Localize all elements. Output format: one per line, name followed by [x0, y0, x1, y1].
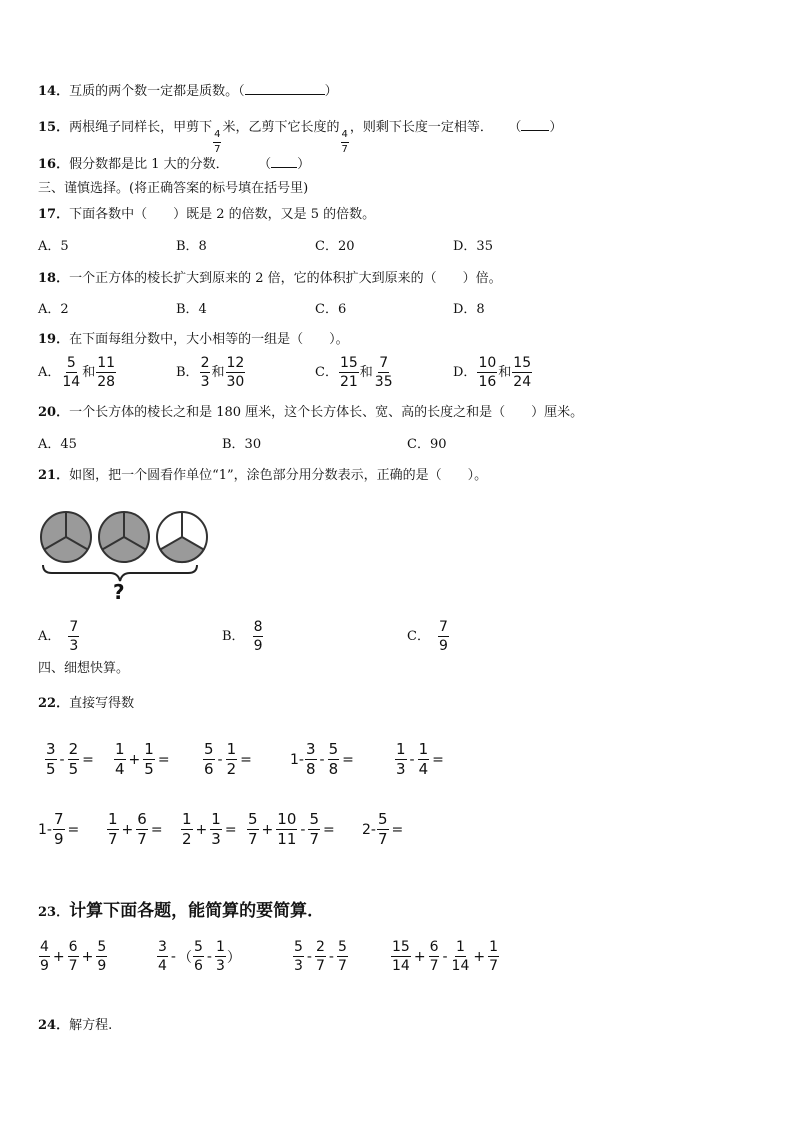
- operator: -: [217, 751, 223, 768]
- fraction: $\frac{2}{7}$: [315, 939, 325, 974]
- question-number: 21．: [38, 468, 70, 483]
- operator: +: [121, 821, 134, 838]
- circles-figure-svg: [38, 505, 218, 605]
- question-number: 18．: [38, 271, 70, 286]
- fraction: $\frac{5}{8}$: [328, 740, 339, 778]
- operator: -: [170, 948, 176, 965]
- equals-sign: =: [391, 821, 404, 838]
- option-a[interactable]: A．5: [38, 239, 69, 254]
- question-number: 14．: [38, 84, 70, 99]
- option-b[interactable]: [176, 356, 246, 389]
- option-d[interactable]: D．8: [453, 302, 485, 317]
- fraction: $\frac{15}{14}$: [392, 939, 410, 974]
- fraction: $\frac{5}{7}$: [309, 810, 319, 848]
- answer-blank[interactable]: [245, 82, 325, 95]
- expression: [113, 742, 172, 777]
- operator: +: [128, 751, 141, 768]
- option-a[interactable]: [38, 620, 80, 653]
- equals-sign: =: [224, 821, 237, 838]
- equals-sign: =: [432, 751, 444, 768]
- question-text: 一个长方体的棱长之和是 180 厘米，这个长方体长、宽、高的长度之和是（ ）厘米。: [69, 405, 584, 420]
- question-text: 两根绳子同样长，甲剪下: [69, 120, 213, 135]
- circle-2-fully-shaded: [99, 512, 149, 562]
- equals-sign: =: [82, 751, 94, 768]
- fraction: $\frac{5}{7}$: [337, 939, 347, 974]
- option-b[interactable]: B．30: [222, 437, 262, 452]
- fraction: $\frac{1}{5}$: [144, 740, 154, 778]
- question-text: 米，乙剪下它长度的: [222, 120, 340, 135]
- question-text: 计算下面各题，能简算的要简算．: [69, 901, 325, 921]
- question-number: 17．: [38, 207, 70, 222]
- fraction: $\frac{4}{9}$: [40, 939, 49, 974]
- question-number: 15．: [38, 120, 70, 135]
- question-17: [38, 206, 375, 224]
- fraction: $\frac{1}{4}$: [115, 740, 125, 778]
- operator: +: [473, 948, 486, 965]
- question-14: [38, 82, 338, 101]
- option-c[interactable]: [315, 356, 395, 389]
- equals-sign: =: [157, 751, 170, 768]
- option-d[interactable]: [453, 356, 533, 389]
- fraction: $\frac{10}{16}$: [478, 355, 497, 390]
- whole-number: 1-: [38, 821, 52, 838]
- fraction: $\frac{3}{5}$: [46, 740, 56, 778]
- equals-sign: =: [67, 821, 80, 838]
- fraction: $\frac{6}{7}$: [137, 810, 147, 848]
- question-text: 互质的两个数一定都是质数。（: [69, 84, 245, 99]
- question-20: [38, 404, 583, 422]
- fraction: $\frac{5}{7}$: [248, 810, 258, 848]
- operator: +: [81, 948, 94, 965]
- operator: -: [442, 948, 448, 965]
- question-number: 24．: [38, 1018, 70, 1033]
- expression: [38, 940, 108, 973]
- option-b[interactable]: B．8: [176, 239, 207, 254]
- question-text: 假分数都是比 1 大的分数．: [69, 157, 229, 172]
- expression: [180, 812, 239, 847]
- option-c[interactable]: C．90: [407, 437, 447, 452]
- expression: [290, 742, 356, 777]
- option-c[interactable]: C．20: [315, 239, 355, 254]
- fraction: $\frac{5}{14}$: [62, 355, 81, 390]
- question-15: [38, 118, 562, 155]
- option-label: B．: [222, 628, 245, 644]
- fraction: $\frac{3}{8}$: [305, 740, 316, 778]
- option-d[interactable]: D．35: [453, 239, 493, 254]
- operator: -: [206, 948, 212, 965]
- paren-close: ）: [226, 949, 241, 966]
- circle-1-fully-shaded: [41, 512, 91, 562]
- fraction: $\frac{3}{4}$: [158, 939, 167, 974]
- and-word: 和: [211, 364, 225, 380]
- question-text: 直接写得数: [69, 696, 135, 711]
- circles-figure: [38, 505, 218, 605]
- fraction: $\frac{5}{6}$: [193, 939, 203, 974]
- and-word: 和: [82, 364, 96, 380]
- question-text: 下面各数中（ ）既是 2 的倍数，又是 5 的倍数。: [69, 207, 376, 222]
- fraction: $\frac{15}{21}$: [339, 355, 358, 390]
- operator: -: [409, 751, 415, 768]
- expression: [38, 812, 81, 847]
- whole-number: 1-: [290, 751, 304, 768]
- fraction: $\frac{7}{9}$: [53, 810, 64, 848]
- and-word: 和: [359, 364, 373, 380]
- question-19: [38, 331, 349, 349]
- fraction: $\frac{1}{2}$: [182, 810, 192, 848]
- fraction: $\frac{1}{4}$: [418, 740, 429, 778]
- question-23: [38, 896, 324, 921]
- question-text: 在下面每组分数中，大小相等的一组是（ ）。: [69, 332, 349, 347]
- expression: [362, 812, 405, 847]
- expression: [292, 940, 349, 973]
- fraction: $\frac{10}{11}$: [277, 810, 297, 848]
- answer-blank[interactable]: [521, 118, 549, 131]
- paren-open: （: [264, 157, 272, 172]
- question-number: 19．: [38, 332, 70, 347]
- operator: +: [261, 821, 274, 838]
- option-c[interactable]: [407, 620, 450, 653]
- question-text: ，则剩下长度一定相等．: [349, 120, 493, 135]
- fraction: $\frac{15}{24}$: [513, 355, 532, 390]
- expression: [246, 812, 337, 847]
- question-number: 20．: [38, 405, 70, 420]
- fraction: $\frac{1}{3}$: [396, 740, 406, 778]
- equals-sign: =: [150, 821, 163, 838]
- question-22: [38, 695, 134, 713]
- option-c[interactable]: C．6: [315, 302, 347, 317]
- option-label: A．: [38, 628, 61, 644]
- expression: [394, 742, 446, 777]
- option-b[interactable]: [222, 620, 264, 653]
- fraction: $\frac{5}{3}$: [294, 939, 303, 974]
- circle-3-one-third-shaded: [157, 512, 207, 562]
- question-text: 一个正方体的棱长扩大到原来的 2 倍，它的体积扩大到原来的（ ）倍。: [69, 271, 502, 286]
- fraction: $\frac{1}{7}$: [108, 810, 118, 848]
- operator: -: [300, 821, 306, 838]
- expression: [106, 812, 165, 847]
- operator: +: [52, 948, 65, 965]
- paren-close: ）: [297, 157, 311, 172]
- fraction: $\frac{12}{30}$: [226, 355, 245, 390]
- answer-blank[interactable]: [271, 155, 297, 168]
- paren-close: ）: [324, 84, 338, 99]
- fraction: $\frac{1}{14}$: [451, 939, 470, 974]
- fraction: $\frac{7}{3}$: [69, 619, 79, 654]
- operator: -: [59, 751, 65, 768]
- operator: -: [306, 948, 312, 965]
- option-b[interactable]: B．4: [176, 302, 207, 317]
- option-label: C．: [407, 628, 430, 644]
- question-number: 23．: [38, 905, 70, 920]
- fraction: $\frac{5}{7}$: [377, 810, 388, 848]
- fraction: $\frac{1}{3}$: [211, 810, 221, 848]
- fraction: $\frac{1}{7}$: [489, 939, 499, 974]
- fraction: $\frac{7}{35}$: [374, 355, 393, 390]
- question-number: 22．: [38, 696, 70, 711]
- expression: [44, 742, 96, 777]
- and-word: 和: [498, 364, 512, 380]
- fraction: $\frac{5}{9}$: [97, 939, 107, 974]
- option-a[interactable]: A．45: [38, 437, 77, 452]
- fraction: $\frac{11}{28}$: [97, 355, 116, 390]
- fraction: $\frac{2}{3}$: [200, 355, 210, 390]
- fraction: $\frac{6}{7}$: [429, 939, 439, 974]
- question-16: [38, 155, 310, 174]
- expression: [390, 940, 500, 973]
- expression: [202, 742, 254, 777]
- question-number: 16．: [38, 157, 70, 172]
- whole-number: 2-: [362, 821, 376, 838]
- operator: -: [328, 948, 334, 965]
- equals-sign: =: [322, 821, 335, 838]
- question-21: [38, 467, 487, 485]
- option-label: B．: [176, 364, 199, 380]
- fraction: $\frac{6}{7}$: [68, 939, 78, 974]
- section-heading-3: 三、谨慎选择。(将正确答案的标号填在括号里): [38, 181, 309, 196]
- equals-sign: =: [342, 751, 354, 768]
- fraction: $\frac{2}{5}$: [68, 740, 79, 778]
- question-18: [38, 270, 502, 288]
- fraction: $\frac{1}{2}$: [226, 740, 237, 778]
- question-24: [38, 1017, 112, 1035]
- operator: +: [195, 821, 208, 838]
- option-label: D．: [453, 364, 477, 380]
- fraction: $\frac{4}{7}$: [214, 129, 221, 155]
- fraction: $\frac{8}{9}$: [253, 619, 263, 654]
- fraction: $\frac{4}{7}$: [341, 129, 348, 155]
- question-text: 解方程.: [69, 1018, 113, 1033]
- section-heading-4: 四、细想快算。: [38, 661, 130, 676]
- question-mark: ?: [113, 580, 125, 604]
- fraction: $\frac{1}{3}$: [215, 939, 225, 974]
- expression: [156, 940, 241, 973]
- paren-close: ）: [549, 120, 563, 135]
- option-label: A．: [38, 364, 61, 380]
- operator: -: [319, 751, 325, 768]
- brace-icon: [43, 565, 197, 581]
- question-text: 如图，把一个圆看作单位“1”，涂色部分用分数表示，正确的是（ ）。: [69, 468, 488, 483]
- equals-sign: =: [240, 751, 252, 768]
- paren-open: （: [177, 949, 192, 966]
- operator: +: [413, 948, 426, 965]
- fraction: $\frac{7}{9}$: [438, 619, 448, 654]
- fraction: $\frac{5}{6}$: [204, 740, 214, 778]
- option-a[interactable]: A．2: [38, 302, 69, 317]
- paren-open: （: [514, 120, 522, 135]
- option-label: C．: [315, 364, 338, 380]
- option-a[interactable]: [38, 356, 117, 389]
